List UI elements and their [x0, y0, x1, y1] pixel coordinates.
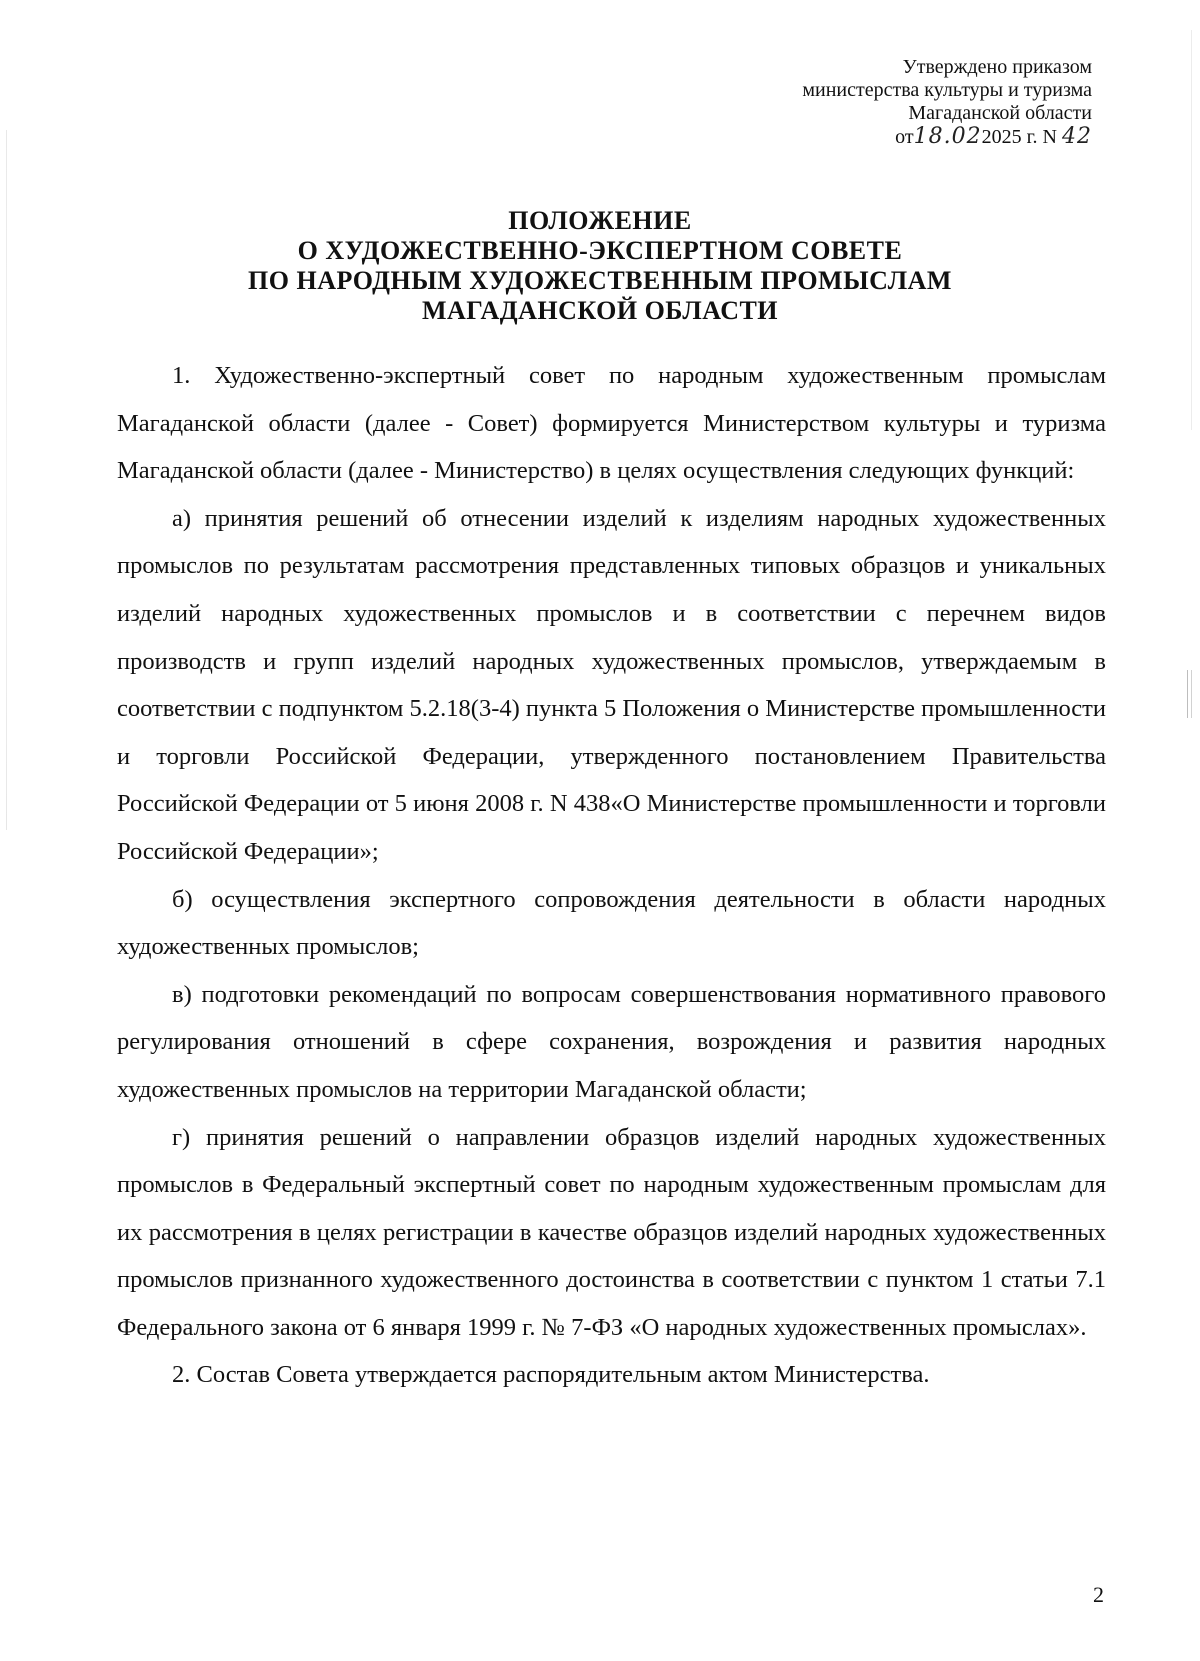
title-line-1: ПОЛОЖЕНИЕ [508, 206, 692, 235]
scan-artifact-mark [1187, 670, 1192, 718]
approval-stamp-block [802, 56, 1092, 149]
paragraph-2: 2. Состав Совета утверждается распорядительным актом Министерства. [172, 1361, 930, 1389]
approval-date-year: 2025 г. N [981, 126, 1057, 148]
approval-line-1: Утверждено приказом [902, 56, 1092, 78]
document-body [117, 352, 1106, 1399]
document-title [0, 206, 1200, 326]
title-line-2: О ХУДОЖЕСТВЕННО-ЭКСПЕРТНОМ СОВЕТЕ [297, 236, 903, 265]
handwritten-date: 18.02 [913, 124, 982, 149]
paragraph-1b: б) осуществления экспертного сопровождения деятельности в области народных художественных промыслов; [117, 885, 1106, 961]
handwritten-order-number: 42 [1062, 124, 1092, 149]
page-number: 2 [1093, 1582, 1104, 1607]
paragraph-1a: а) принятия решений об отнесении изделий к изделиям народных художественных промыслов по результатам рассмотрения представленных типовых образцов и уникальных изделий народных художественных промыслов и в соответствии с перечнем видов производств и групп изделий народных художественных промыслов, утверждаемым в соответствии с подпунктом 5.2.18(3-4) пункта 5 Положения о Министерстве промышленности и торговли Российской Федерации, утвержденного постановлением Правительства Российской Федерации от 5 июня 2008 г. N 438«О Министерстве промышленности и торговли Российской Федерации»; [117, 504, 1106, 865]
approval-line-3: Магаданской области [908, 102, 1092, 124]
title-line-4: МАГАДАНСКОЙ ОБЛАСТИ [421, 296, 779, 325]
title-line-3: ПО НАРОДНЫМ ХУДОЖЕСТВЕННЫМ ПРОМЫСЛАМ [248, 266, 952, 295]
approval-date-prefix: от [895, 126, 914, 148]
paragraph-1g: г) принятия решений о направлении образцов изделий народных художественных промыслов в Федеральный экспертный совет по народным художественным промыслам для их рассмотрения в целях регистрации в качестве образцов изделий народных художественных промыслов признанного художественного достоинства в соответствии с пунктом 1 статьи 7.1 Федерального закона от 6 января 1999 г. № 7-ФЗ «О народных художественных промыслах». [117, 1123, 1106, 1341]
paragraph-1v: в) подготовки рекомендаций по вопросам совершенствования нормативного правового регулирования отношений в сфере сохранения, возрождения и развития народных художественных промыслов на территории Магаданской области; [117, 980, 1106, 1103]
paragraph-1: 1. Художественно-экспертный совет по народным художественным промыслам Магаданской области (далее - Совет) формируется Министерством культуры и туризма Магаданской области (далее - Министерство) в целях осуществления следующих функций: [117, 362, 1106, 485]
approval-date-line [802, 125, 1092, 149]
approval-line-2: министерства культуры и туризма [802, 79, 1092, 101]
